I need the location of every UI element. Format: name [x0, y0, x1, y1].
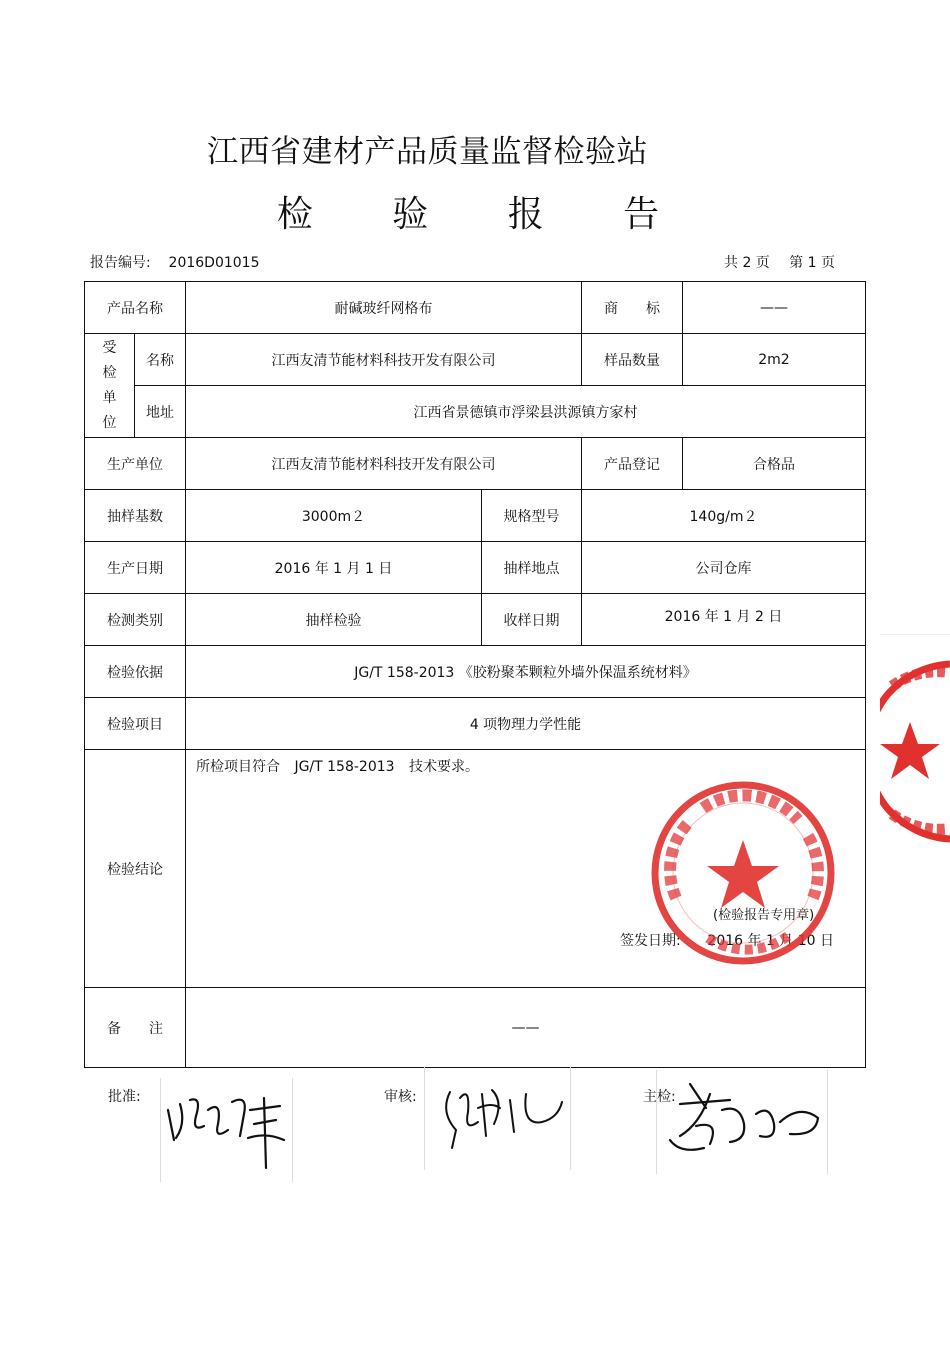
sampling-base-value: 3000m２	[186, 490, 482, 542]
sample-qty-label: 样品数量	[582, 334, 683, 386]
total-pages: 共 2 页	[724, 255, 770, 271]
inspected-unit-char: 检	[102, 364, 117, 381]
row-product-name	[85, 282, 866, 334]
review-signature	[430, 1072, 568, 1162]
review-label: 审核:	[384, 1089, 417, 1105]
conclusion-suffix: 技术要求。	[409, 759, 480, 775]
conclusion-standard: JG/T 158-2013	[294, 759, 395, 775]
inspected-unit-char: 位	[102, 414, 117, 431]
address-value: 江西省景德镇市浮梁县洪源镇方家村	[186, 386, 866, 438]
conclusion-text	[196, 756, 479, 776]
row-address	[85, 386, 866, 438]
trademark-value: ——	[683, 282, 866, 334]
receive-date-value: 2016 年 1 月 2 日	[582, 594, 866, 646]
page-number: 第 1 页	[789, 255, 835, 271]
org-title: 江西省建材产品质量监督检验站	[207, 134, 648, 170]
doc-title: 检 验 报 告	[276, 194, 694, 235]
issue-date-value: 2016 年 1 月 10 日	[707, 933, 835, 949]
unit-name-value: 江西友清节能材料科技开发有限公司	[186, 334, 582, 386]
items-label: 检验项目	[85, 698, 186, 750]
inspection-seal-stamp	[648, 778, 838, 968]
inspected-unit-char: 受	[102, 339, 117, 356]
row-producer	[85, 438, 866, 490]
address-label: 地址	[135, 386, 186, 438]
report-number-label: 报告编号:	[90, 255, 151, 271]
items-value: 4 项物理力学性能	[186, 698, 866, 750]
name-label: 名称	[135, 334, 186, 386]
conclusion-prefix: 所检项目符合	[196, 759, 280, 775]
producer-label: 生产单位	[85, 438, 186, 490]
remark-value: ——	[186, 988, 866, 1068]
remark-label: 备 注	[85, 988, 186, 1068]
report-number-value: 2016D01015	[168, 255, 260, 271]
approve-label: 批准:	[108, 1089, 141, 1105]
row-production-date	[85, 542, 866, 594]
product-reg-label: 产品登记	[582, 438, 683, 490]
product-reg-value: 合格品	[683, 438, 866, 490]
sampling-place-label: 抽样地点	[482, 542, 582, 594]
sample-qty-value: 2m2	[683, 334, 866, 386]
spec-value: 140g/m２	[582, 490, 866, 542]
inspector-signature	[660, 1074, 826, 1170]
inspected-unit-char: 单	[102, 389, 117, 406]
receive-date-label: 收样日期	[482, 594, 582, 646]
product-name-label: 产品名称	[85, 282, 186, 334]
report-number	[90, 252, 259, 272]
inspected-unit-label	[85, 334, 135, 438]
conclusion-label: 检验结论	[85, 750, 186, 988]
row-remark	[85, 988, 866, 1068]
seal-note: (检验报告专用章)	[713, 908, 815, 923]
row-basis	[85, 646, 866, 698]
sampling-base-label: 抽样基数	[85, 490, 186, 542]
inspector-label: 主检:	[643, 1089, 676, 1105]
basis-label: 检验依据	[85, 646, 186, 698]
product-name-value: 耐碱玻纤网格布	[186, 282, 582, 334]
producer-value: 江西友清节能材料科技开发有限公司	[186, 438, 582, 490]
page-indicator	[724, 252, 841, 272]
prod-date-label: 生产日期	[85, 542, 186, 594]
partial-seal-stamp	[880, 634, 950, 870]
issue-date-label: 签发日期:	[620, 933, 681, 949]
row-sampling-base	[85, 490, 866, 542]
test-type-value: 抽样检验	[186, 594, 482, 646]
sampling-place-value: 公司仓库	[582, 542, 866, 594]
spec-label: 规格型号	[482, 490, 582, 542]
row-items	[85, 698, 866, 750]
row-test-type	[85, 594, 866, 646]
test-type-label: 检测类别	[85, 594, 186, 646]
basis-value: JG/T 158-2013 《胶粉聚苯颗粒外墙外保温系统材料》	[186, 646, 866, 698]
approve-signature	[162, 1080, 290, 1176]
prod-date-value: 2016 年 1 月 1 日	[186, 542, 482, 594]
row-unit-name	[85, 334, 866, 386]
trademark-label: 商 标	[582, 282, 683, 334]
